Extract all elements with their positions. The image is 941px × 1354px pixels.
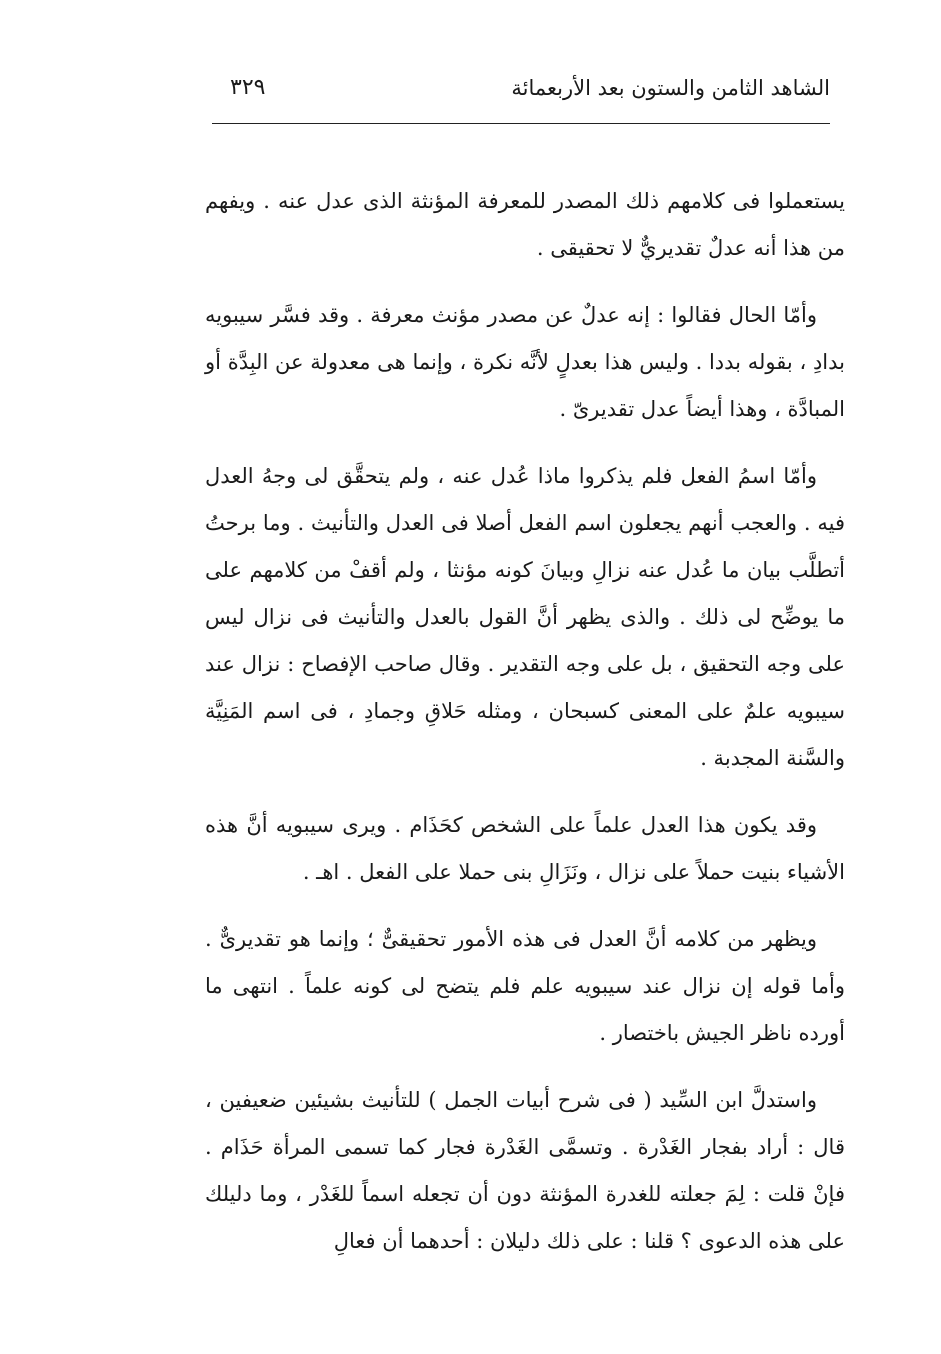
paragraph-2: وأمّا الحال فقالوا : إنه عدلٌ عن مصدر مؤنث معرفة . وقد فسَّر سيبويه بدادِ ، بقوله بددا . وليس هذا بعدلٍ لأنَّه نكرة ، وإنما هى معدولة عن البِدَّة أو المبادَّة ، وهذا أيضاً عدل تقديرىّ . <box>205 303 845 421</box>
header-rule <box>212 123 830 124</box>
page-number: ٣٢٩ <box>230 75 266 100</box>
body-text <box>205 178 845 1285</box>
paragraph-1: يستعملوا فى كلامهم ذلك المصدر للمعرفة المؤنثة الذى عدل عنه . ويفهم من هذا أنه عدلٌ تقديريٌّ لا تحقيقى . <box>205 189 845 260</box>
paragraph-3: وأمّا اسمُ الفعل فلم يذكروا ماذا عُدل عنه ، ولم يتحقَّق لى وجهُ العدل فيه . والعجب أنهم يجعلون اسم الفعل أصلا فى العدل والتأنيث . وما برحتُ أتطلَّب بيان ما عُدل عنه نزالِ وبيانَ كونه مؤنثا ، ولم أقفْ من كلامهم على ما يوضِّح لى ذلك . والذى يظهر أنَّ القول بالعدل والتأنيث فى نزال ليس على وجه التحقيق ، بل على وجه التقدير . وقال صاحب الإفصاح : نزال عند سيبويه علمٌ على المعنى كسبحان ، ومثله حَلاقِ وجمادِ ، فى اسم المَنِيَّة والسَّنة المجدبة . <box>205 464 845 770</box>
paragraph-4: وقد يكون هذا العدل علماً على الشخص كحَذَام . ويرى سيبويه أنَّ هذه الأشياء بنيت حملاً على نزال ، ونَزَالِ بنى حملا على الفعل . اهـ . <box>205 813 845 884</box>
running-head-title: الشاهد الثامن والستون بعد الأربعمائة <box>511 76 830 100</box>
paragraph-6: واستدلَّ ابن السِّيد ( فى شرح أبيات الجمل ) للتأنيث بشيئين ضعيفين ، قال : أراد بفجار الغَدْرة . وتسمَّى الغَدْرة فجار كما تسمى المرأة حَذَام . فإنْ قلت : لِمَ جعلته للغدرة المؤنثة دون أن تجعله اسماً للغَدْر ، وما دليلك على هذه الدعوى ؟ قلنا : على ذلك دليلان : أحدهما أن فعالِ <box>205 1088 845 1253</box>
running-head <box>212 70 830 110</box>
paragraph-5: ويظهر من كلامه أنَّ العدل فى هذه الأمور تحقيقىٌّ ؛ وإنما هو تقديرىٌّ . وأما قوله إن نزال عند سيبويه علم فلم يتضح لى كونه علماً . انتهى ما أورده ناظر الجيش باختصار . <box>205 927 846 1045</box>
